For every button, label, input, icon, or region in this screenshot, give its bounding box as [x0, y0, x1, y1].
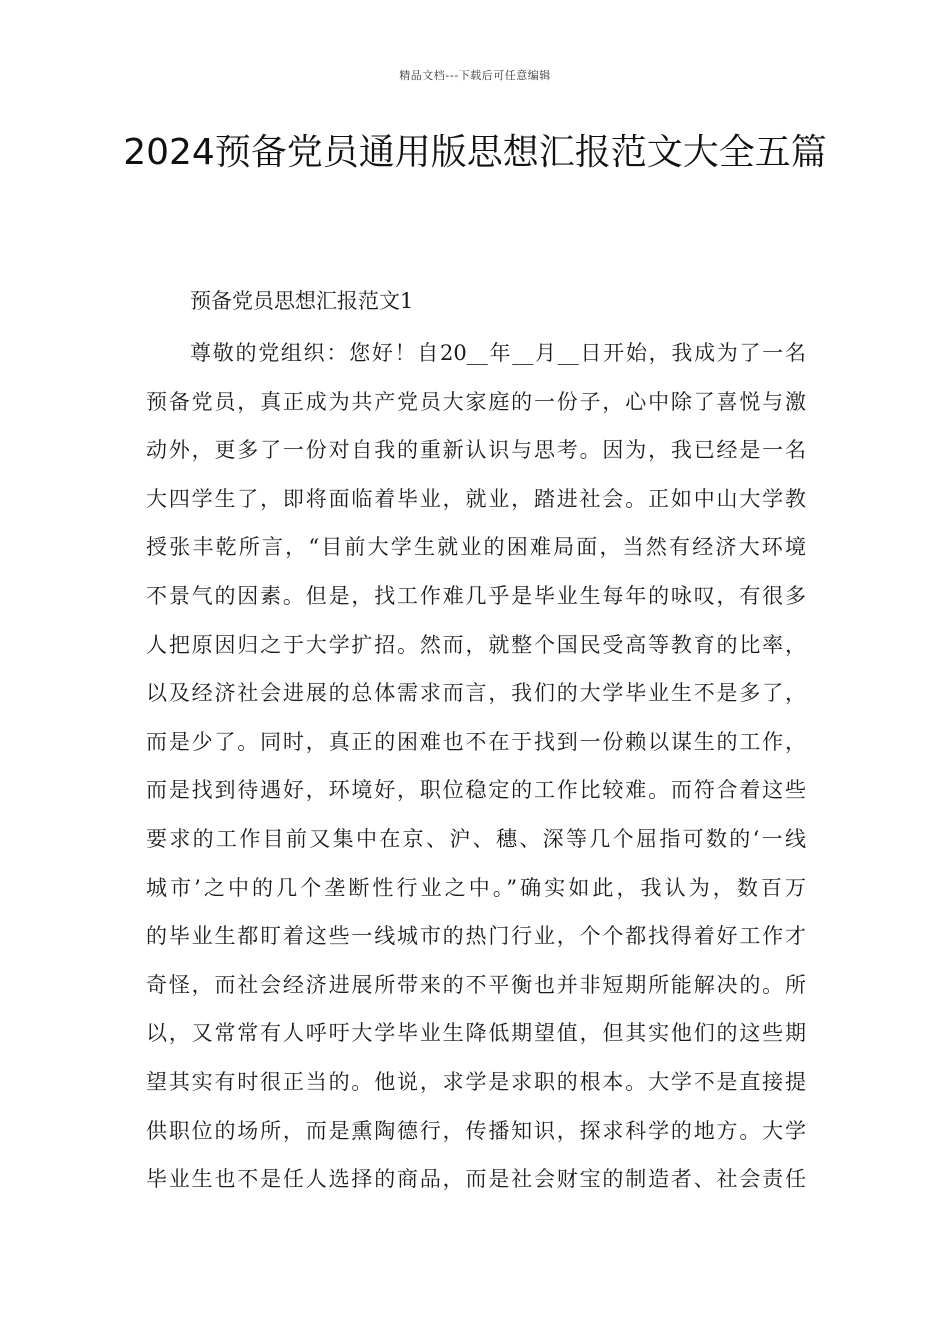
body-line: 城市’之中的几个垄断性行业之中。”确实如此，我认为，数百万	[146, 875, 806, 900]
body-line: 奇怪，而社会经济进展所带来的不平衡也并非短期所能解决的。所	[146, 972, 806, 997]
body-line: 毕业生也不是任人选择的商品，而是社会财宝的制造者、社会责任	[146, 1167, 806, 1192]
body-line: 人把原因归之于大学扩招。然而，就整个国民受高等教育的比率，	[146, 632, 806, 657]
body-line: 以及经济社会进展的总体需求而言，我们的大学毕业生不是多了，	[146, 681, 806, 706]
body-text	[146, 337, 806, 1212]
body-line: 供职位的场所，而是熏陶德行，传播知识，探求科学的地方。大学	[146, 1118, 806, 1143]
body-line: 不景气的因素。但是，找工作难几乎是毕业生每年的咏叹，有很多	[146, 583, 806, 608]
body-line: 动外，更多了一份对自我的重新认识与思考。因为，我已经是一名	[146, 438, 806, 463]
body-line: 而是少了。同时，真正的困难也不在于找到一份赖以谋生的工作，	[146, 729, 806, 754]
body-line: 授张丰乾所言，“目前大学生就业的困难局面，当然有经济大环境	[146, 535, 806, 560]
body-line: 预备党员，真正成为共产党员大家庭的一份子，心中除了喜悦与激	[146, 389, 806, 414]
body-line: 要求的工作目前又集中在京、沪、穗、深等几个屈指可数的‘一线	[146, 826, 806, 851]
body-line: 的毕业生都盯着这些一线城市的热门行业，个个都找得着好工作才	[146, 924, 806, 949]
body-line: 望其实有时很正当的。他说，求学是求职的根本。大学不是直接提	[146, 1069, 806, 1094]
header-note: 精品文档---下载后可任意编辑	[399, 69, 551, 82]
body-line: 而是找到待遇好，环境好，职位稳定的工作比较难。而符合着这些	[146, 778, 806, 803]
body-line: 以，又常常有人呼吁大学毕业生降低期望值，但其实他们的这些期	[146, 1021, 806, 1046]
document-title: 2024预备党员通用版思想汇报范文大全五篇	[123, 132, 827, 173]
section-heading: 预备党员思想汇报范文1	[190, 289, 414, 313]
body-line: 尊敬的党组织：您好！自20__年__月__日开始，我成为了一名	[190, 341, 806, 365]
body-line: 大四学生了，即将面临着毕业，就业，踏进社会。正如中山大学教	[146, 486, 806, 511]
